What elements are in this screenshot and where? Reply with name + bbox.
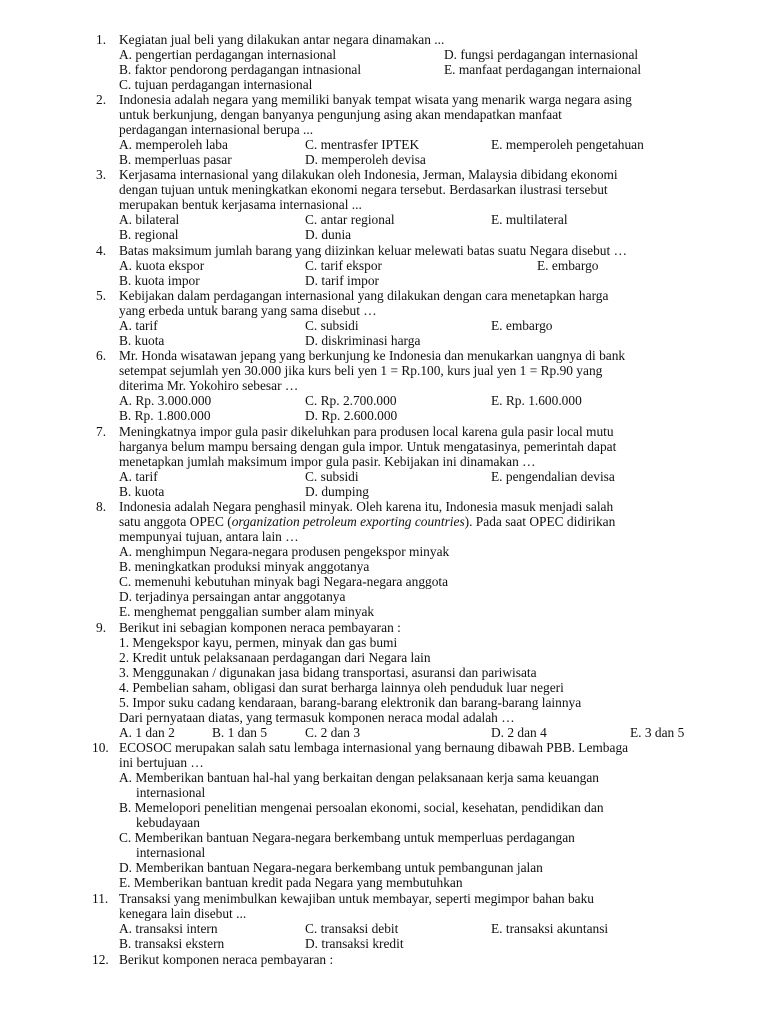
statement: 4. Pembelian saham, obligasi dan surat berharga lainnya oleh penduduk luar negeri bbox=[119, 680, 564, 695]
question-7 bbox=[96, 424, 716, 499]
option: D. transaksi kredit bbox=[305, 936, 404, 951]
option: A. tarif bbox=[119, 318, 158, 333]
opec-full-name: organization petroleum exporting countries bbox=[231, 514, 465, 529]
list-item: D. Memberikan bantuan Negara-negara berkembang untuk pembangunan jalan bbox=[119, 860, 543, 875]
statement: 1. Mengekspor kayu, permen, minyak dan gas bumi bbox=[119, 635, 398, 650]
question-stem: ECOSOC merupakan salah satu lembaga internasional yang bernaung dibawah PBB. Lembaga bbox=[119, 740, 629, 755]
question-8 bbox=[96, 499, 716, 619]
question-1 bbox=[96, 32, 716, 92]
question-stem: Batas maksimum jumlah barang yang diizinkan keluar melewati batas suatu Negara disebut … bbox=[119, 243, 627, 258]
option: B. 1 dan 5 bbox=[212, 725, 268, 740]
option: A. bilateral bbox=[119, 212, 180, 227]
question-number: 7. bbox=[96, 424, 107, 439]
list-item: A. menghimpun Negara-negara produsen pengekspor minyak bbox=[119, 544, 450, 559]
option: B. faktor pendorong perdagangan intnasional bbox=[119, 62, 362, 77]
statement: 5. Impor suku cadang kendaraan, barang-barang elektronik dan barang-barang lainnya bbox=[119, 695, 582, 710]
option: C. subsidi bbox=[305, 469, 359, 484]
option: B. kuota impor bbox=[119, 273, 200, 288]
question-stem: Kegiatan jual beli yang dilakukan antar negara dinamakan ... bbox=[119, 32, 445, 47]
option: D. dumping bbox=[305, 484, 369, 499]
question-stem: mempunyai tujuan, antara lain … bbox=[119, 529, 299, 544]
list-item: E. menghemat penggalian sumber alam minyak bbox=[119, 604, 375, 619]
question-number: 12. bbox=[92, 952, 109, 967]
question-number: 2. bbox=[96, 92, 107, 107]
option: C. subsidi bbox=[305, 318, 359, 333]
option: E. multilateral bbox=[491, 212, 568, 227]
question-stem: dengan tujuan untuk meningkatkan ekonomi negara tersebut. Berdasarkan ilustrasi tersebut bbox=[119, 182, 608, 197]
option: C. tujuan perdagangan internasional bbox=[119, 77, 313, 92]
question-stem: untuk berkunjung, dengan banyanya pengunjung asing akan mendapatkan manfaat bbox=[119, 107, 562, 122]
option: E. memperoleh pengetahuan bbox=[491, 137, 644, 152]
question-stem: Kebijakan dalam perdagangan internasional yang dilakukan dengan cara menetapkan harga bbox=[119, 288, 609, 303]
question-stem: Indonesia adalah Negara penghasil minyak. Oleh karena itu, Indonesia masuk menjadi salah bbox=[119, 499, 614, 514]
statement: 2. Kredit untuk pelaksanaan perdagangan dari Negara lain bbox=[119, 650, 431, 665]
question-stem: kenegara lain disebut ... bbox=[119, 906, 247, 921]
option: E. manfaat perdagangan internaional bbox=[444, 62, 642, 77]
option: C. transaksi debit bbox=[305, 921, 399, 936]
question-number: 5. bbox=[96, 288, 107, 303]
option: B. transaksi ekstern bbox=[119, 936, 225, 951]
option: D. memperoleh devisa bbox=[305, 152, 426, 167]
list-item-continuation: internasional bbox=[136, 785, 206, 800]
option: D. tarif impor bbox=[305, 273, 380, 288]
question-number: 4. bbox=[96, 243, 107, 258]
question-number: 3. bbox=[96, 167, 107, 182]
option: D. dunia bbox=[305, 227, 352, 242]
question-stem: Berikut komponen neraca pembayaran : bbox=[119, 952, 334, 967]
question-11 bbox=[92, 891, 716, 951]
question-stem: harganya belum mampu bersaing dengan gula impor. Untuk mengatasinya, pemerintah dapat bbox=[119, 439, 617, 454]
list-item: B. meningkatkan produksi minyak anggotanya bbox=[119, 559, 370, 574]
question-stem: Mr. Honda wisatawan jepang yang berkunjung ke Indonesia dan menukarkan uangnya di bank bbox=[119, 348, 626, 363]
question-stem: Indonesia adalah negara yang memiliki banyak tempat wisata yang menarik warga negara asing bbox=[119, 92, 632, 107]
question-number: 1. bbox=[96, 32, 107, 47]
option: B. regional bbox=[119, 227, 179, 242]
option: A. transaksi intern bbox=[119, 921, 218, 936]
option: D. fungsi perdagangan internasional bbox=[444, 47, 639, 62]
question-stem: diterima Mr. Yokohiro sebesar … bbox=[119, 378, 299, 393]
option: E. pengendalian devisa bbox=[491, 469, 615, 484]
option: B. kuota bbox=[119, 484, 165, 499]
option: A. 1 dan 2 bbox=[119, 725, 175, 740]
question-number: 6. bbox=[96, 348, 107, 363]
option: D. Rp. 2.600.000 bbox=[305, 408, 398, 423]
option: B. Rp. 1.800.000 bbox=[119, 408, 211, 423]
option: C. tarif ekspor bbox=[305, 258, 382, 273]
question-number: 11. bbox=[92, 891, 109, 906]
option: C. 2 dan 3 bbox=[305, 725, 361, 740]
list-item: A. Memberikan bantuan hal-hal yang berkaitan dengan pelaksanaan kerja sama keuangan bbox=[119, 770, 600, 785]
question-12 bbox=[92, 952, 716, 967]
question-4 bbox=[96, 243, 716, 288]
option: E. Rp. 1.600.000 bbox=[491, 393, 582, 408]
option: E. embargo bbox=[537, 258, 599, 273]
option: C. Rp. 2.700.000 bbox=[305, 393, 397, 408]
question-stem: merupakan bentuk kerjasama internasional ... bbox=[119, 197, 362, 212]
question-number: 9. bbox=[96, 620, 107, 635]
option: B. kuota bbox=[119, 333, 165, 348]
question-6 bbox=[96, 348, 716, 423]
question-line: Dari pernyataan diatas, yang termasuk komponen neraca modal adalah … bbox=[119, 710, 515, 725]
option: B. memperluas pasar bbox=[119, 152, 232, 167]
question-number: 8. bbox=[96, 499, 107, 514]
option: E. transaksi akuntansi bbox=[491, 921, 609, 936]
question-stem: setempat sejumlah yen 30.000 jika kurs beli yen 1 = Rp.100, kurs jual yen 1 = Rp.90 yang bbox=[119, 363, 603, 378]
question-9 bbox=[96, 620, 716, 740]
list-item-continuation: kebudayaan bbox=[136, 815, 200, 830]
list-item: C. Memberikan bantuan Negara-negara berkembang untuk memperluas perdagangan bbox=[119, 830, 575, 845]
option: C. antar regional bbox=[305, 212, 395, 227]
option: D. diskriminasi harga bbox=[305, 333, 421, 348]
question-stem: menetapkan jumlah maksimum impor gula pasir. Kebijakan ini dinamakan … bbox=[119, 454, 536, 469]
statement: 3. Menggunakan / digunakan jasa bidang transportasi, asuransi dan pariwisata bbox=[119, 665, 537, 680]
question-stem: Meningkatnya impor gula pasir dikeluhkan para produsen local karena gula pasir local mutu bbox=[119, 424, 614, 439]
list-item: B. Memelopori penelitian mengenai persoalan ekonomi, social, kesehatan, pendidikan dan bbox=[119, 800, 604, 815]
option: A. Rp. 3.000.000 bbox=[119, 393, 212, 408]
question-10 bbox=[92, 740, 716, 890]
question-stem: Berikut ini sebagian komponen neraca pembayaran : bbox=[119, 620, 401, 635]
list-item: E. Memberikan bantuan kredit pada Negara yang membutuhkan bbox=[119, 875, 463, 890]
option: D. 2 dan 4 bbox=[491, 725, 547, 740]
option: A. pengertian perdagangan internasional bbox=[119, 47, 337, 62]
question-3 bbox=[96, 167, 716, 242]
question-stem: Kerjasama internasional yang dilakukan oleh Indonesia, Jerman, Malaysia dibidang ekonomi bbox=[119, 167, 618, 182]
question-number: 10. bbox=[92, 740, 109, 755]
question-2 bbox=[96, 92, 716, 167]
option: A. kuota ekspor bbox=[119, 258, 205, 273]
question-stem: yang erbeda untuk barang yang sama disebut … bbox=[119, 303, 377, 318]
list-item-continuation: internasional bbox=[136, 845, 206, 860]
list-item: D. terjadinya persaingan antar anggotanya bbox=[119, 589, 346, 604]
option: E. 3 dan 5 bbox=[630, 725, 685, 740]
question-5 bbox=[96, 288, 716, 348]
question-stem: ini bertujuan … bbox=[119, 755, 204, 770]
option: E. embargo bbox=[491, 318, 553, 333]
question-stem: perdagangan internasional berupa ... bbox=[119, 122, 314, 137]
option: A. tarif bbox=[119, 469, 158, 484]
question-stem: Transaksi yang menimbulkan kewajiban untuk membayar, seperti megimpor bahan baku bbox=[119, 891, 594, 906]
option: C. mentrasfer IPTEK bbox=[305, 137, 420, 152]
question-stem: satu anggota OPEC (organization petroleum exporting countries). Pada saat OPEC didirikan bbox=[119, 514, 616, 529]
list-item: C. memenuhi kebutuhan minyak bagi Negara-negara anggota bbox=[119, 574, 449, 589]
option: A. memperoleh laba bbox=[119, 137, 228, 152]
